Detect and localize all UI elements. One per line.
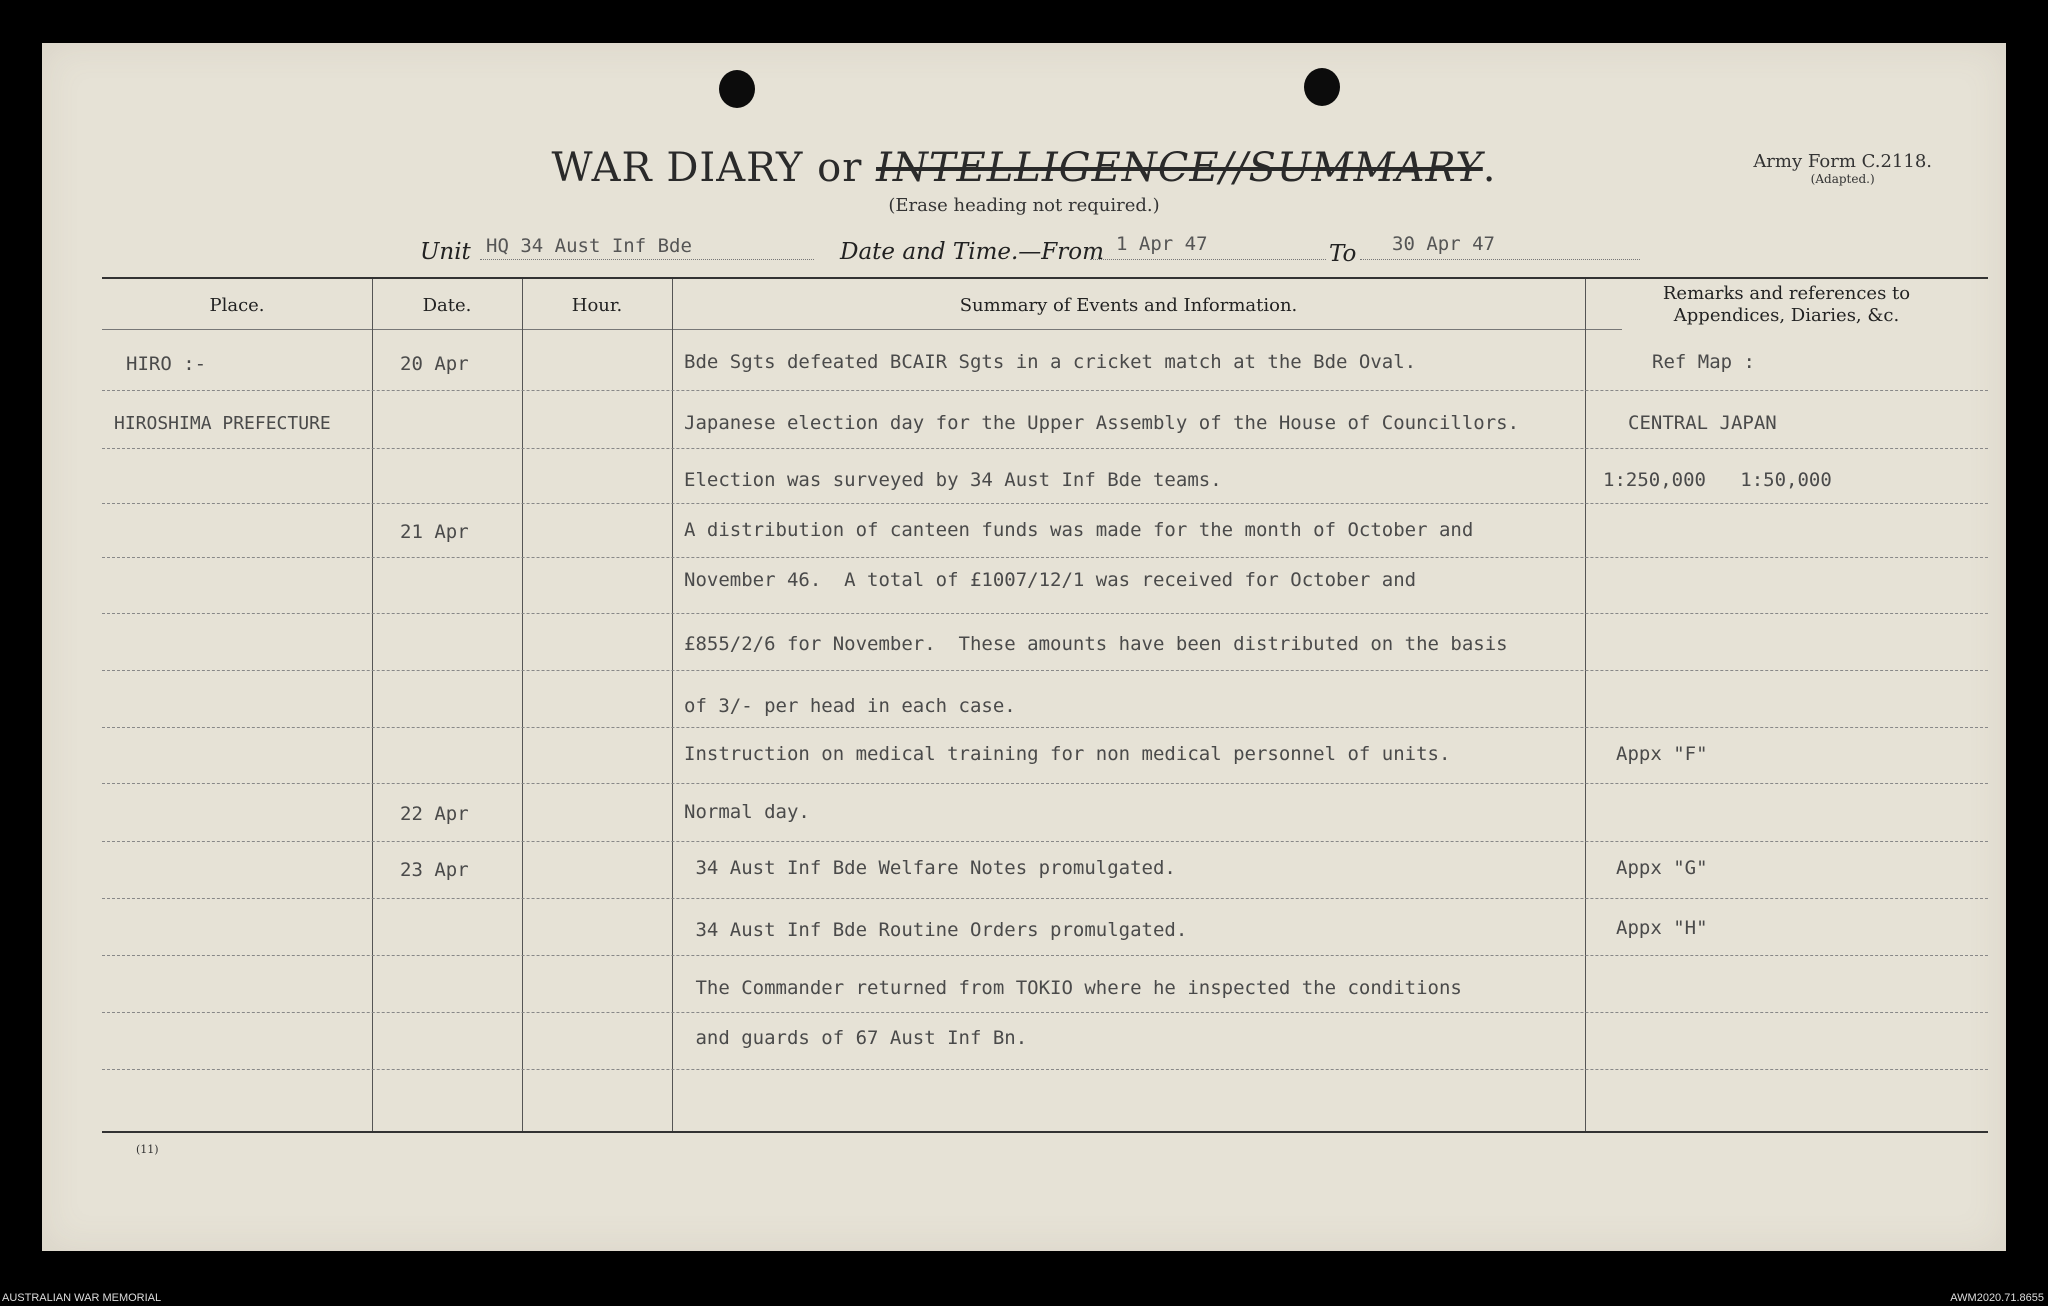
row-remarks: Appx "G"	[1616, 857, 1708, 879]
row-remarks: Ref Map :	[1652, 351, 1755, 373]
archive-reference: AWM2020.71.8655	[1950, 1292, 2044, 1304]
row-summary: November 46. A total of £1007/12/1 was received for October and	[684, 569, 1417, 591]
row-summary: The Commander returned from TOKIO where he inspected the conditions	[684, 977, 1462, 999]
row-summary: Normal day.	[684, 801, 810, 823]
row-date: 20 Apr	[400, 353, 469, 375]
column-header-hour: Hour.	[571, 295, 623, 316]
row-summary: Instruction on medical training for non medical personnel of units.	[684, 743, 1451, 765]
row-summary: Japanese election day for the Upper Assembly of the House of Councillors.	[684, 412, 1520, 434]
row-summary: Bde Sgts defeated BCAIR Sgts in a cricket match at the Bde Oval.	[684, 351, 1417, 373]
row-summary: of 3/- per head in each case.	[684, 695, 1016, 717]
punch-hole-right	[1304, 68, 1340, 106]
row-remarks: Appx "H"	[1616, 917, 1708, 939]
column-header-place: Place.	[209, 295, 265, 316]
row-date: 23 Apr	[400, 859, 469, 881]
archive-credit: AUSTRALIAN WAR MEMORIAL	[2, 1292, 162, 1304]
page-subtitle: (Erase heading not required.)	[888, 195, 1160, 216]
date-from-label: Date and Time.—From	[840, 239, 1104, 265]
punch-hole-left	[719, 70, 755, 108]
row-summary: and guards of 67 Aust Inf Bn.	[684, 1027, 1028, 1049]
date-to-value: 30 Apr 47	[1392, 233, 1495, 255]
diary-sheet	[42, 43, 2006, 1251]
date-from-value: 1 Apr 47	[1116, 233, 1208, 255]
table-top-rule	[102, 277, 1988, 279]
row-summary: 34 Aust Inf Bde Welfare Notes promulgated.	[684, 857, 1176, 879]
row-date: 21 Apr	[400, 521, 469, 543]
column-header-date: Date.	[422, 295, 472, 316]
column-header-remarks: Remarks and references to Appendices, Diaries, &c.	[1662, 283, 1911, 326]
page-title: WAR DIARY or INTELLIGENCE//SUMMARY.	[551, 145, 1497, 191]
column-header-summary: Summary of Events and Information.	[959, 295, 1298, 316]
row-place: HIROSHIMA PREFECTURE	[114, 413, 331, 434]
row-remarks: CENTRAL JAPAN	[1628, 412, 1777, 434]
row-summary: 34 Aust Inf Bde Routine Orders promulgated.	[684, 919, 1188, 941]
row-summary: A distribution of canteen funds was made for the month of October and	[684, 519, 1474, 541]
army-form-number: Army Form C.2118. (Adapted.)	[1753, 151, 1932, 186]
date-to-label: To	[1329, 241, 1357, 267]
row-place: HIRO :-	[126, 353, 207, 375]
row-date: 22 Apr	[400, 803, 469, 825]
table-bottom-rule	[102, 1131, 1988, 1133]
unit-label: Unit	[420, 239, 471, 265]
unit-value: HQ 34 Aust Inf Bde	[486, 235, 692, 257]
row-summary: £855/2/6 for November. These amounts have been distributed on the basis	[684, 633, 1508, 655]
row-remarks: Appx "F"	[1616, 743, 1708, 765]
row-summary: Election was surveyed by 34 Aust Inf Bde teams.	[684, 469, 1222, 491]
row-remarks: 1:250,000 1:50,000	[1603, 469, 1832, 491]
form-print-number: (11)	[136, 1143, 159, 1156]
